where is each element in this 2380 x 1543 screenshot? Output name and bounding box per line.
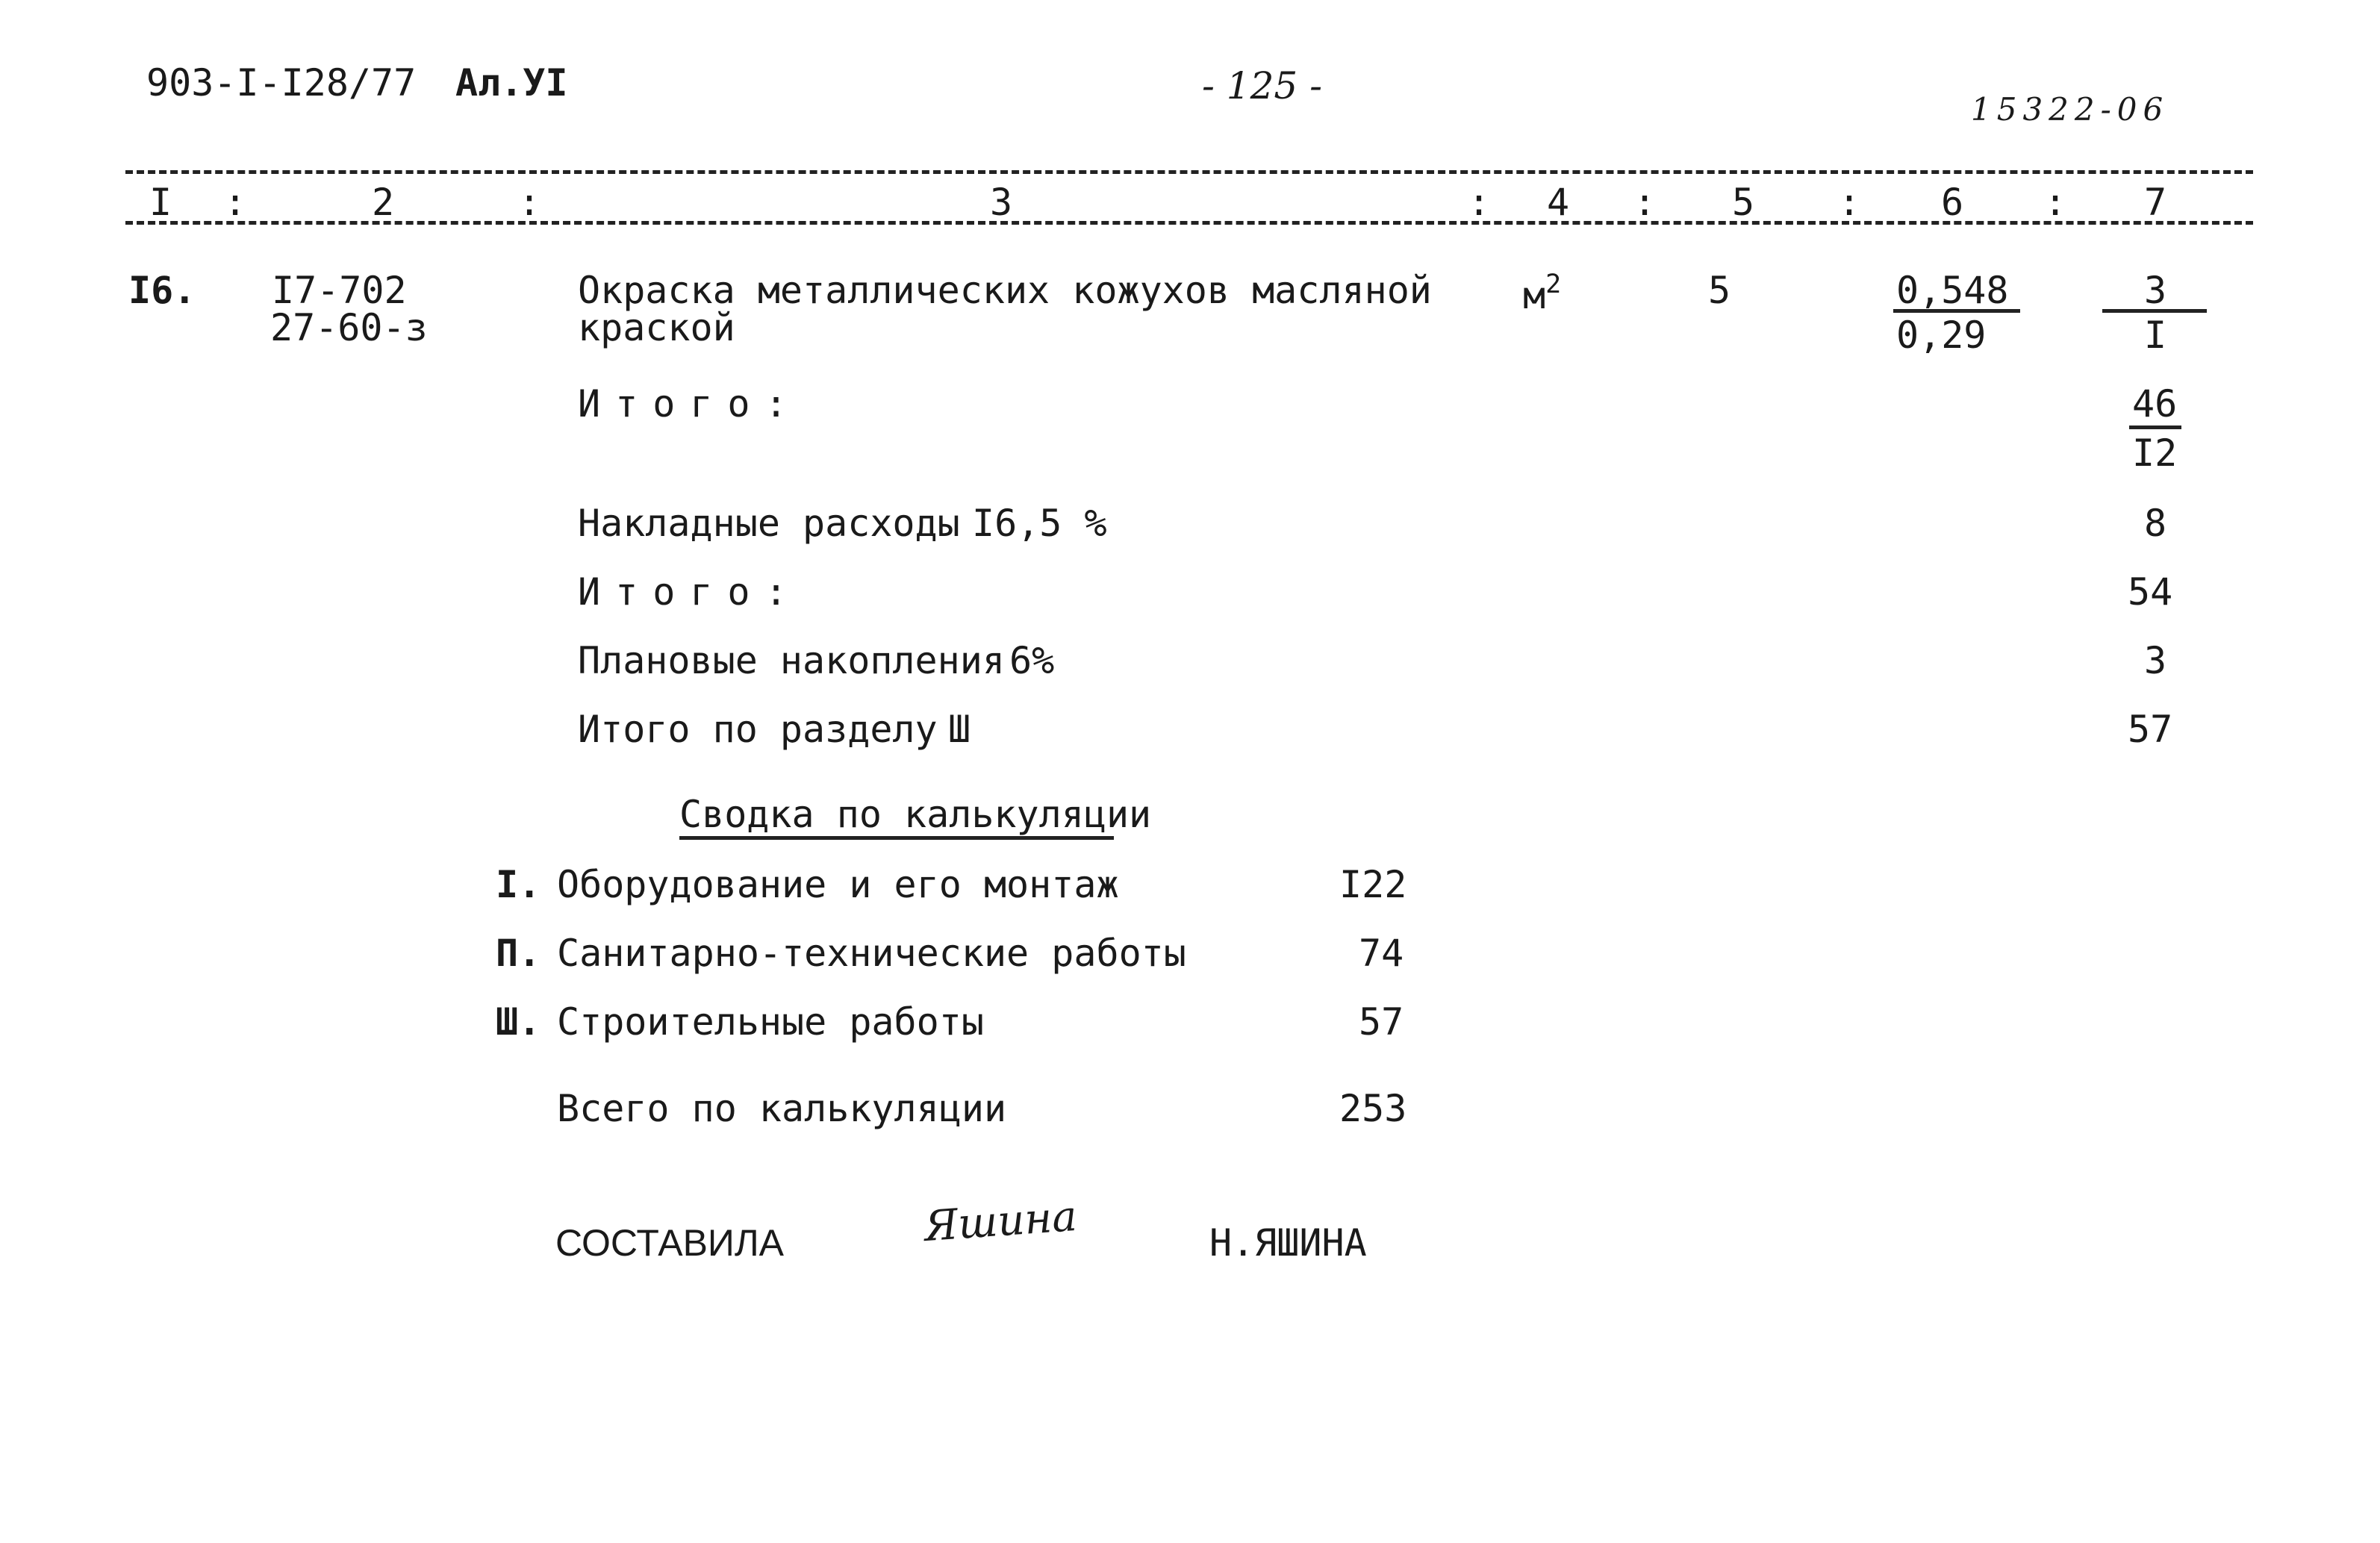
subtotal-denominator: I2 (2132, 431, 2178, 475)
album-label: Ал.УI (455, 61, 568, 105)
header-rule-top (125, 170, 2253, 174)
item-total-fraction-bar (2102, 309, 2207, 313)
total-after-overhead-value: 54 (2128, 570, 2173, 614)
item-code-line1: I7-702 (272, 269, 407, 312)
planned-savings-label: Плановые накопления (578, 639, 1005, 682)
document-code: 903-I-I28/77 (146, 61, 417, 105)
subtotal-fraction-bar (2129, 426, 2181, 429)
summary-row-2-label: Санитарно-технические работы (557, 932, 1186, 975)
subtotal-label: Итого: (578, 382, 803, 426)
overhead-label: Накладные расходы (578, 502, 960, 545)
item-description-line2: краской (578, 306, 735, 349)
overhead-percent: I6,5 % (972, 502, 1107, 545)
item-unit: $м^2$ (1523, 269, 1562, 317)
column-separator: : (1468, 181, 1491, 224)
page-number: - 125 - (1202, 64, 1323, 107)
column-separator: : (1633, 181, 1657, 224)
total-after-overhead-label: Итого: (578, 570, 803, 614)
summary-row-1-value: I22 (1339, 863, 1407, 906)
column-number-7: 7 (2144, 181, 2167, 224)
compiled-by-label: СОСТАВИЛА (555, 1222, 785, 1264)
column-number-4: 4 (1547, 181, 1570, 224)
summary-row-3-number: Ш. (496, 1000, 541, 1044)
compiler-name: Н.ЯШИНА (1209, 1221, 1367, 1265)
planned-savings-percent: 6% (1009, 639, 1055, 682)
item-price-denominator: 0,29 (1896, 314, 1987, 357)
summary-row-3-value: 57 (1359, 1000, 1404, 1044)
archive-number: 15322-06 (1971, 91, 2169, 128)
grand-total-value: 253 (1339, 1087, 1407, 1130)
overhead-value: 8 (2144, 502, 2167, 545)
column-number-1: I (149, 181, 172, 224)
summary-row-3-label: Строительные работы (557, 1000, 984, 1044)
item-price-fraction-bar (1893, 309, 2020, 313)
column-separator: : (1838, 181, 1861, 224)
item-code-line2: 27-60-з (270, 306, 428, 349)
item-price-numerator: 0,548 (1896, 269, 2009, 312)
section-total-roman: Ш (948, 708, 971, 751)
column-number-2: 2 (372, 181, 395, 224)
subtotal-numerator: 46 (2132, 382, 2178, 426)
item-number: I6. (128, 269, 196, 312)
column-number-6: 6 (1941, 181, 1964, 224)
item-quantity: 5 (1708, 269, 1731, 312)
column-number-5: 5 (1732, 181, 1755, 224)
item-total-numerator: 3 (2144, 269, 2167, 312)
planned-savings-value: 3 (2144, 639, 2167, 682)
item-description-line1: Окраска металлических кожухов масляной (578, 269, 1432, 312)
summary-row-1-label: Оборудование и его монтаж (557, 863, 1119, 906)
section-total-label: Итого по разделу (578, 708, 938, 751)
column-separator: : (224, 181, 247, 224)
column-separator: : (2044, 181, 2067, 224)
section-total-value: 57 (2128, 708, 2173, 751)
summary-row-2-number: П. (496, 932, 541, 975)
grand-total-label: Всего по калькуляции (557, 1087, 1007, 1130)
summary-row-1-number: I. (496, 863, 541, 906)
summary-title-underline (679, 836, 1114, 840)
summary-row-2-value: 74 (1359, 932, 1404, 975)
column-number-3: 3 (990, 181, 1013, 224)
handwritten-signature: Яшина (922, 1191, 1079, 1252)
summary-title: Сводка по калькуляции (679, 793, 1152, 836)
column-separator: : (518, 181, 541, 224)
header-rule-bottom (125, 221, 2253, 225)
item-total-denominator: I (2144, 314, 2167, 357)
